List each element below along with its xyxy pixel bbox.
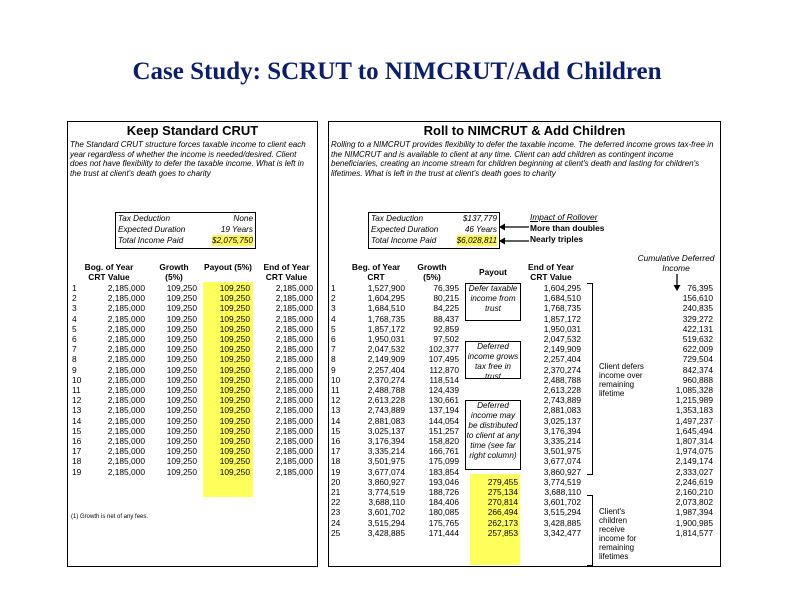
eoy-cell: 3,335,214 [543,436,581,446]
growth-cell: 193,046 [428,476,459,487]
growth-cell: 92,859 [433,323,459,334]
impact-item: More than doubles [530,223,605,233]
eoy-cell: 2,185,000 [275,425,313,436]
growth-cell: 109,250 [166,303,197,314]
bog-cell: 2,185,000 [107,313,145,324]
bog-cell: 3,428,885 [367,527,405,538]
year-cell: 4 [72,313,77,324]
right-summary-box [368,212,500,249]
payout-cell: 109,250 [219,364,250,375]
growth-cell: 109,250 [166,425,197,436]
bog-cell: 1,604,295 [367,293,405,304]
growth-cell: 102,377 [428,344,459,355]
children-receive-note: Client's children receive income for remaining lifetimes [599,507,637,561]
payout-cell: 109,250 [219,415,250,426]
growth-cell: 109,250 [166,446,197,457]
year-cell: 12 [331,395,341,406]
bog-cell: 1,527,900 [367,283,405,293]
bog-cell: 3,176,394 [367,436,405,446]
col-header: Growth (5%) [417,262,447,282]
year-cell: 22 [331,497,341,508]
eoy-cell: 2,185,000 [275,466,313,477]
growth-cell: 109,250 [166,436,197,446]
payout-cell: 109,250 [219,303,250,314]
cumulative-cell: 1,497,237 [675,415,713,426]
growth-cell: 137,194 [428,405,459,416]
growth-cell: 118,514 [429,374,459,385]
growth-cell: 112,870 [429,364,459,375]
growth-cell: 109,250 [166,323,197,334]
year-cell: 6 [72,334,77,344]
bog-cell: 2,743,889 [367,405,405,416]
eoy-cell: 2,613,228 [543,385,581,395]
eoy-cell: 2,185,000 [275,323,313,334]
year-cell: 5 [72,323,77,334]
cumulative-cell: 240,835 [682,303,713,314]
growth-cell: 109,250 [166,334,197,344]
year-cell: 9 [72,364,77,375]
cumulative-cell: 1,215,989 [675,395,713,406]
eoy-cell: 2,185,000 [275,354,313,365]
bog-cell: 2,613,228 [367,395,405,406]
arrow-left-icon [499,222,531,248]
payout-cell: 109,250 [219,405,250,416]
cumulative-cell: 329,272 [682,313,713,324]
year-cell: 15 [331,425,341,436]
cumulative-cell: 842,374 [682,364,713,375]
cumulative-cell: 1,353,183 [675,405,713,416]
eoy-cell: 1,684,510 [543,293,581,304]
bog-cell: 3,025,137 [367,425,405,436]
bog-cell: 2,185,000 [107,344,145,355]
payout-cell: 257,853 [487,527,518,538]
bog-cell: 1,768,735 [367,313,405,324]
summary-value: None [233,214,253,223]
bog-cell: 2,185,000 [107,364,145,375]
growth-cell: 109,250 [166,313,197,324]
summary-label: Expected Duration [371,225,439,234]
impact-item: Nearly triples [530,234,584,244]
year-cell: 19 [72,466,82,477]
bog-cell: 2,185,000 [107,446,145,457]
callout-defer-income: Defer taxable income from trust [465,283,521,321]
col-header: Payout (5%) [204,262,252,272]
bog-cell: 2,185,000 [107,436,145,446]
growth-cell: 130,661 [428,395,459,406]
growth-cell: 109,250 [166,405,197,416]
eoy-cell: 1,768,735 [543,303,581,314]
year-cell: 13 [72,405,82,416]
year-cell: 8 [72,354,77,365]
eoy-cell: 3,774,519 [543,476,581,487]
cumulative-cell: 1,085,328 [675,385,713,395]
growth-cell: 84,225 [433,303,459,314]
growth-cell: 184,406 [428,497,459,508]
col-header: Bog. of Year CRT Value [84,262,134,282]
growth-cell: 180,085 [428,507,459,518]
eoy-cell: 2,185,000 [275,436,313,446]
bog-cell: 3,501,975 [367,456,405,467]
cumulative-cell: 2,149,174 [675,456,713,467]
callout-deferred-grows: Deferred income grows tax free in trust [465,341,521,379]
payout-cell: 109,250 [219,354,250,365]
year-cell: 1 [72,283,77,293]
cumulative-cell: 622,009 [682,344,713,355]
growth-cell: 107,495 [428,354,459,365]
bog-cell: 2,881,083 [367,415,405,426]
year-cell: 2 [331,293,336,304]
cumulative-cell: 519,632 [682,334,713,344]
growth-cell: 109,250 [166,374,197,385]
year-cell: 3 [72,303,77,314]
left-description: The Standard CRUT structure forces taxable income to client each year regardless of whether the income is needed/desired. Client does not have flexibility to defer the taxable income. What is left in the trust at client's death goes to charity [70,140,306,178]
eoy-cell: 1,950,031 [543,323,581,334]
growth-cell: 109,250 [166,354,197,365]
cumulative-cell: 1,807,314 [675,436,713,446]
col-header: Beg. of Year CRT [351,262,401,282]
growth-cell: 109,250 [166,466,197,477]
bog-cell: 3,860,927 [367,476,405,487]
eoy-cell: 2,185,000 [275,303,313,314]
payout-cell: 109,250 [219,344,250,355]
cumulative-cell: 2,160,210 [675,487,713,497]
client-defers-note: Client defers income over remaining lifetime [599,362,644,398]
nimcrut-panel [328,121,721,567]
eoy-cell: 2,185,000 [275,405,313,416]
summary-value: 46 Years [464,225,497,234]
year-cell: 20 [331,476,341,487]
cumulative-cell: 2,333,027 [675,466,713,477]
growth-cell: 109,250 [166,395,197,406]
year-cell: 8 [331,354,336,365]
growth-cell: 76,395 [433,283,459,293]
year-cell: 11 [331,385,340,395]
eoy-cell: 2,185,000 [275,395,313,406]
col-header: Payout [479,267,507,277]
eoy-cell: 2,185,000 [275,415,313,426]
payout-cell: 109,250 [219,313,250,324]
bog-cell: 2,185,000 [107,395,145,406]
cumulative-cell: 1,645,494 [675,425,713,436]
year-cell: 18 [72,456,82,467]
eoy-cell: 2,185,000 [275,385,313,395]
eoy-cell: 3,677,074 [543,456,581,467]
growth-cell: 109,250 [166,415,197,426]
summary-value: $137,779 [462,214,497,223]
eoy-cell: 3,501,975 [543,446,581,457]
year-cell: 10 [72,374,82,385]
bog-cell: 3,335,214 [367,446,405,457]
cumulative-header: Cumulative Deferred Income [637,253,715,273]
year-cell: 9 [331,364,336,375]
bog-cell: 2,185,000 [107,456,145,467]
cumulative-cell: 1,987,394 [675,507,713,518]
year-cell: 11 [72,385,81,395]
bog-cell: 2,185,000 [107,466,145,477]
bog-cell: 1,684,510 [367,303,405,314]
eoy-cell: 2,185,000 [275,344,313,355]
year-cell: 16 [331,436,341,446]
growth-cell: 109,250 [166,456,197,467]
payout-cell: 109,250 [219,323,250,334]
eoy-cell: 2,881,083 [543,405,581,416]
bog-cell: 2,185,000 [107,354,145,365]
eoy-cell: 2,185,000 [275,456,313,467]
eoy-cell: 3,515,294 [543,507,581,518]
growth-cell: 109,250 [166,385,197,395]
eoy-cell: 2,743,889 [543,395,581,406]
eoy-cell: 2,149,909 [543,344,581,355]
arrow-down-icon [672,274,682,292]
year-cell: 4 [331,313,336,324]
payout-cell: 266,494 [487,507,518,518]
bog-cell: 2,185,000 [107,283,145,293]
impact-heading: Impact of Rollover [530,212,598,222]
callout-distribution: Deferred income may be distributed to client at any time (see far right column) [465,400,521,470]
growth-cell: 151,257 [428,425,459,436]
growth-cell: 109,250 [166,344,197,355]
bog-cell: 2,185,000 [107,293,145,304]
year-cell: 23 [331,507,341,518]
summary-label: Tax Deduction [118,214,171,223]
payout-cell: 109,250 [219,334,250,344]
payout-cell: 109,250 [219,456,250,467]
eoy-cell: 2,370,274 [543,364,581,375]
bog-cell: 2,185,000 [107,334,145,344]
left-summary-box [115,212,256,249]
summary-label: Total Income Paid [371,236,437,245]
bog-cell: 2,185,000 [107,323,145,334]
eoy-cell: 3,688,110 [544,487,581,497]
bog-cell: 2,257,404 [367,364,405,375]
payout-cell: 109,250 [219,385,250,395]
cumulative-cell: 960,888 [682,374,713,385]
growth-cell: 124,439 [428,385,459,395]
bog-cell: 3,677,074 [367,466,405,477]
bog-cell: 2,185,000 [107,374,145,385]
bog-cell: 1,857,172 [367,323,405,334]
payout-cell: 109,250 [219,466,250,477]
year-cell: 12 [72,395,82,406]
bog-cell: 2,370,274 [367,374,405,385]
year-cell: 14 [72,415,82,426]
year-cell: 24 [331,517,341,528]
eoy-cell: 3,428,885 [543,517,581,528]
eoy-cell: 2,047,532 [543,334,581,344]
payout-cell: 262,173 [487,517,518,528]
growth-cell: 109,250 [166,283,197,293]
year-cell: 6 [331,334,336,344]
year-cell: 18 [331,456,341,467]
bog-cell: 2,185,000 [107,303,145,314]
bog-cell: 2,488,788 [367,385,405,395]
right-panel-heading: Roll to NIMCRUT & Add Children [423,123,626,138]
standard-crut-panel [67,121,318,567]
payout-cell: 109,250 [219,446,250,457]
eoy-cell: 2,185,000 [275,293,313,304]
growth-cell: 109,250 [166,364,197,375]
eoy-cell: 2,185,000 [275,283,313,293]
payout-cell: 109,250 [219,293,250,304]
growth-cell: 175,765 [428,517,459,528]
year-cell: 19 [331,466,341,477]
eoy-cell: 2,185,000 [275,364,313,375]
payout-cell: 109,250 [219,395,250,406]
year-cell: 7 [72,344,77,355]
footnote: (1) Growth is net of any fees. [71,514,149,520]
eoy-cell: 3,342,477 [543,527,581,538]
col-header: Growth (5%) [159,262,189,282]
payout-cell: 109,250 [219,425,250,436]
year-cell: 17 [331,446,341,457]
bog-cell: 2,185,000 [107,405,145,416]
left-panel-heading: Keep Standard CRUT [126,123,259,138]
growth-cell: 109,250 [166,293,197,304]
eoy-cell: 3,601,702 [543,497,581,508]
growth-cell: 144,054 [428,415,459,426]
summary-label: Total Income Paid [118,236,184,245]
summary-value: $6,028,811 [456,236,497,245]
client-bracket [587,283,593,475]
bog-cell: 2,149,909 [367,354,405,365]
payout-cell: 270,814 [487,497,518,508]
summary-label: Expected Duration [118,225,186,234]
cumulative-cell: 422,131 [682,323,713,334]
year-cell: 2 [72,293,77,304]
growth-cell: 166,761 [428,446,459,457]
year-cell: 14 [331,415,341,426]
growth-cell: 188,726 [428,487,459,497]
children-bracket [587,495,593,566]
bog-cell: 1,950,031 [367,334,405,344]
bog-cell: 2,185,000 [107,425,145,436]
right-description: Rolling to a NIMCRUT provides flexibility to defer the taxable income. The deferred income grows tax-free in the NIMCRUT and is available to client at any time. Client can add children as contingent income beneficiaries, creating an income stream for children beginning at client's death and lasting for children's lifetimes. What is left in the trust at client's death goes to charity [331,140,714,178]
bog-cell: 2,047,532 [367,344,405,355]
growth-cell: 80,215 [433,293,459,304]
cumulative-cell: 76,395 [687,283,713,293]
cumulative-cell: 729,504 [682,354,713,365]
cumulative-cell: 156,610 [682,293,713,304]
bog-cell: 3,774,519 [367,487,405,497]
growth-cell: 183,854 [428,466,459,477]
bog-cell: 3,515,294 [367,517,405,528]
year-cell: 10 [331,374,341,385]
payout-cell: 109,250 [219,283,250,293]
growth-cell: 171,444 [428,527,459,538]
cumulative-cell: 2,246,619 [675,476,713,487]
eoy-cell: 3,860,927 [543,466,581,477]
eoy-cell: 2,185,000 [275,374,313,385]
year-cell: 3 [331,303,336,314]
cumulative-cell: 1,900,985 [675,517,713,528]
bog-cell: 3,601,702 [367,507,405,518]
summary-label: Tax Deduction [371,214,424,223]
year-cell: 25 [331,527,341,538]
bog-cell: 3,688,110 [368,497,405,508]
year-cell: 1 [331,283,336,293]
col-header: End of Year CRT Value [528,262,574,282]
payout-cell: 109,250 [219,436,250,446]
year-cell: 16 [72,436,82,446]
growth-cell: 175,099 [428,456,459,467]
eoy-cell: 3,025,137 [543,415,581,426]
payout-cell: 275,134 [487,487,518,497]
payout-cell: 109,250 [219,374,250,385]
year-cell: 17 [72,446,82,457]
cumulative-cell: 1,814,577 [675,527,713,538]
year-cell: 21 [331,487,341,497]
eoy-cell: 2,185,000 [275,313,313,324]
summary-value: $2,075,750 [212,236,253,245]
cumulative-cell: 2,073,802 [675,497,713,508]
year-cell: 13 [331,405,341,416]
year-cell: 5 [331,323,336,334]
eoy-cell: 1,857,172 [543,313,581,324]
eoy-cell: 1,604,295 [543,283,581,293]
slide-title: Case Study: SCRUT to NIMCRUT/Add Children [132,58,662,85]
eoy-cell: 3,176,394 [543,425,581,436]
summary-value: 19 Years [220,225,253,234]
eoy-cell: 2,185,000 [275,334,313,344]
cumulative-cell: 1,974,075 [675,446,713,457]
bog-cell: 2,185,000 [107,385,145,395]
year-cell: 7 [331,344,336,355]
growth-cell: 88,437 [433,313,459,324]
bog-cell: 2,185,000 [107,415,145,426]
growth-cell: 158,820 [428,436,459,446]
payout-cell: 279,455 [487,476,518,487]
eoy-cell: 2,488,788 [543,374,581,385]
year-cell: 15 [72,425,82,436]
growth-cell: 97,502 [433,334,459,344]
eoy-cell: 2,257,404 [543,354,581,365]
col-header: End of Year CRT Value [263,262,310,282]
eoy-cell: 2,185,000 [275,446,313,457]
